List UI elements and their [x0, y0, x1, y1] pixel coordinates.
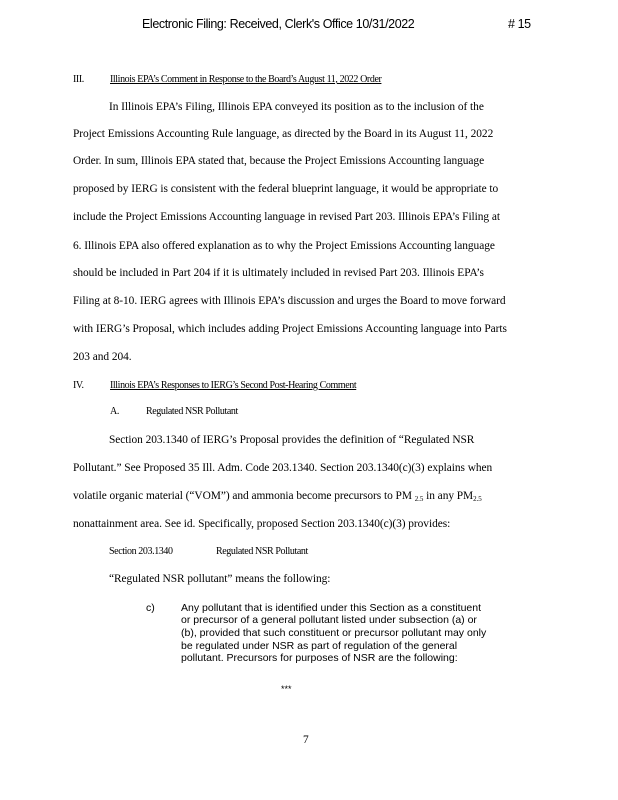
section-iii-heading: [73, 74, 382, 85]
ellipsis-marker: ***: [281, 684, 292, 694]
paragraph-line: Section 203.1340 of IERG’s Proposal provides the definition of “Regulated NSR: [109, 434, 475, 446]
paragraph-line: 6. Illinois EPA also offered explanation as to why the Project Emissions Accounting language: [73, 240, 495, 252]
section-title: Illinois EPA’s Comment in Response to the Board’s August 11, 2022 Order: [110, 74, 382, 85]
paragraph-line: In Illinois EPA’s Filing, Illinois EPA conveyed its position as to the inclusion of the: [109, 101, 484, 113]
paragraph-line: 203 and 204.: [73, 351, 132, 363]
paragraph-line: proposed by IERG is consistent with the federal blueprint language, it would be appropriate to: [73, 183, 499, 195]
document-number: # 15: [508, 17, 531, 31]
section-iv-heading: [73, 380, 357, 391]
quote-line: or precursor of a general pollutant listed under subsection (a) or: [181, 614, 477, 626]
pm-text: volatile organic material (“VOM”) and ammonia become precursors to PM: [73, 490, 412, 502]
quote-line: pollutant. Precursors for purposes of NSR are the following:: [181, 652, 458, 664]
section-title: Illinois EPA’s Responses to IERG’s Second Post-Hearing Comment: [110, 380, 357, 391]
filing-header: [0, 17, 618, 37]
pm-subscript: 2.5: [473, 495, 482, 503]
paragraph-line: nonattainment area. See id. Specifically, proposed Section 203.1340(c)(3) provides:: [73, 518, 451, 530]
subsection-title: Regulated NSR Pollutant: [146, 406, 238, 417]
paragraph-line: with IERG’s Proposal, which includes adding Project Emissions Accounting language into Parts: [73, 323, 507, 335]
paragraph-line: Pollutant.” See Proposed 35 Ill. Adm. Code 203.1340. Section 203.1340(c)(3) explains when: [73, 462, 493, 474]
paragraph-line: Order. In sum, Illinois EPA stated that, because the Project Emissions Accounting language: [73, 155, 485, 167]
filing-stamp: Electronic Filing: Received, Clerk's Office 10/31/2022: [142, 17, 415, 31]
paragraph-line: [73, 490, 482, 503]
section-numeral: IV.: [73, 380, 84, 391]
page-number: 7: [303, 734, 309, 746]
quote-line: be regulated under NSR as part of regulation of the general: [181, 640, 458, 652]
quote-section-title: Regulated NSR Pollutant: [216, 546, 308, 557]
section-numeral: III.: [73, 74, 84, 85]
pm-subscript: 2.5: [414, 495, 424, 503]
paragraph-line: should be included in Part 204 if it is ultimately included in revised Part 203. Illinois EPA’s: [73, 267, 484, 279]
paragraph-line: include the Project Emissions Accounting language in revised Part 203. Illinois EPA’s Filing at: [73, 211, 500, 223]
quote-line: Any pollutant that is identified under this Section as a constituent: [181, 602, 482, 614]
subsection-letter: A.: [110, 406, 119, 417]
quote-section-number: Section 203.1340: [109, 546, 173, 557]
quote-line: (b), provided that such constituent or precursor pollutant may only: [181, 627, 487, 639]
pm-text-mid: in any PM: [423, 490, 474, 502]
quote-item-label: c): [146, 602, 155, 614]
quote-intro: “Regulated NSR pollutant” means the following:: [109, 573, 331, 585]
paragraph-line: Filing at 8-10. IERG agrees with Illinois EPA’s discussion and urges the Board to move forward: [73, 295, 506, 307]
paragraph-line: Project Emissions Accounting Rule language, as directed by the Board in its August 11, 2022: [73, 128, 494, 140]
